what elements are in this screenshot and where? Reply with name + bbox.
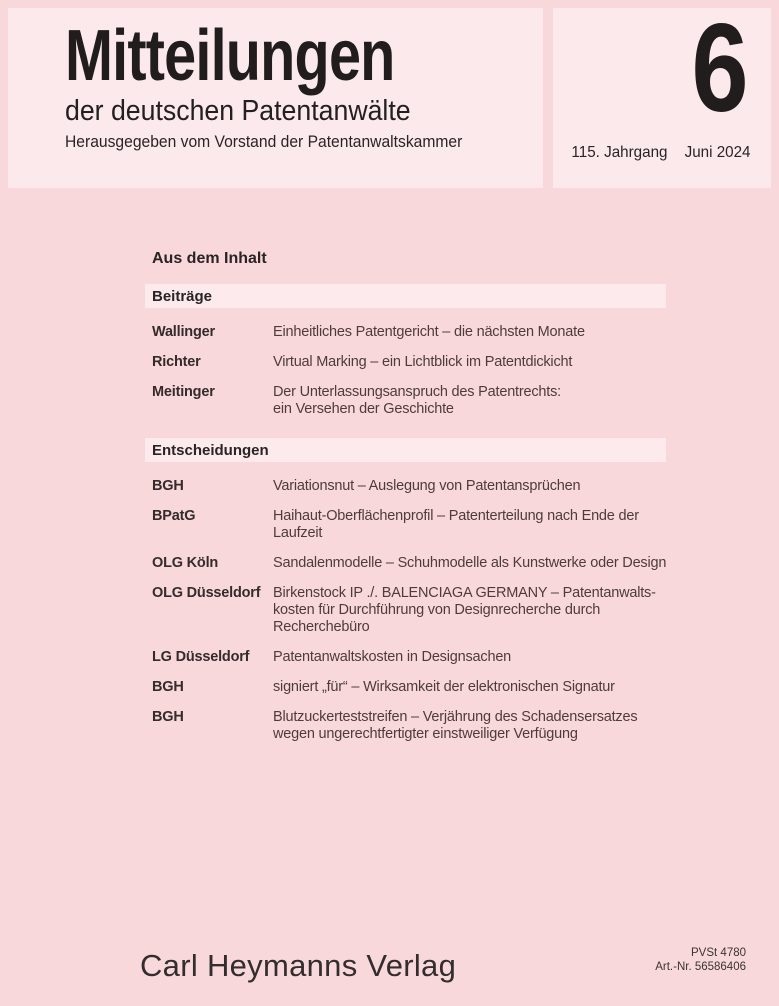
masthead-title-panel [8, 8, 543, 188]
toc-title: Einheitliches Patentgericht – die nächsten Monate [273, 324, 585, 340]
toc-source: BGH [152, 679, 184, 695]
toc-row [145, 324, 705, 341]
toc-row [145, 585, 705, 636]
toc-source: Richter [152, 354, 201, 370]
section-label: Entscheidungen [145, 438, 666, 462]
postal-id: PVSt 4780 [691, 947, 746, 959]
toc-row [145, 649, 705, 666]
toc-sections [145, 284, 705, 743]
toc-title: Birkenstock IP ./. BALENCIAGA GERMANY – Patentanwalts- kosten für Durchführung von Designrecherche durch Recherchebüro [273, 585, 656, 635]
toc-title: Sandalenmodelle – Schuhmodelle als Kunstwerke oder Design [273, 555, 667, 571]
table-of-contents [145, 250, 705, 763]
issue-number: 6 [691, 0, 749, 138]
toc-source: Meitinger [152, 384, 215, 400]
toc-title: Virtual Marking – ein Lichtblick im Patentdickicht [273, 354, 573, 370]
article-number: Art.-Nr. 56586406 [655, 961, 746, 973]
toc-source: OLG Köln [152, 555, 219, 571]
contents-heading: Aus dem Inhalt [152, 250, 267, 267]
toc-title: Variationsnut – Auslegung von Patentansprüchen [273, 478, 581, 494]
toc-row [145, 478, 705, 495]
issue-meta [572, 144, 751, 162]
toc-source: BGH [152, 709, 184, 725]
toc-row [145, 679, 705, 696]
toc-section [145, 438, 705, 743]
publisher-line: Herausgegeben vom Vorstand der Patentanwaltskammer [65, 132, 463, 152]
toc-row [145, 709, 705, 743]
footer-codes [655, 946, 746, 974]
journal-subtitle: der deutschen Patentanwälte [65, 95, 411, 127]
masthead [8, 0, 771, 188]
toc-title: Haihaut-Oberflächenprofil – Patenterteilung nach Ende der Laufzeit [273, 508, 639, 541]
toc-row [145, 555, 705, 572]
issue-date: Juni 2024 [685, 144, 751, 161]
journal-title: Mitteilungen [65, 16, 395, 96]
toc-row [145, 508, 705, 542]
toc-source: BGH [152, 478, 184, 494]
toc-source: LG Düsseldorf [152, 649, 250, 665]
toc-title: Blutzuckerteststreifen – Verjährung des Schadensersatzes wegen ungerechtfertigter einstweiliger Verfügung [273, 709, 638, 742]
toc-source: OLG Düsseldorf [152, 585, 261, 601]
toc-title: Der Unterlassungsanspruch des Patentrechts: ein Versehen der Geschichte [273, 384, 561, 417]
toc-title: signiert „für“ – Wirksamkeit der elektronischen Signatur [273, 679, 615, 695]
toc-section [145, 284, 705, 418]
volume-label: 115. Jahrgang [571, 144, 668, 161]
toc-row [145, 354, 705, 371]
toc-source: Wallinger [152, 324, 215, 340]
toc-row [145, 384, 705, 418]
toc-title: Patentanwaltskosten in Designsachen [273, 649, 512, 665]
toc-source: BPatG [152, 508, 196, 524]
section-label: Beiträge [145, 284, 666, 308]
publisher-logo: Carl Heymanns Verlag [140, 948, 457, 983]
issue-panel [553, 0, 771, 188]
